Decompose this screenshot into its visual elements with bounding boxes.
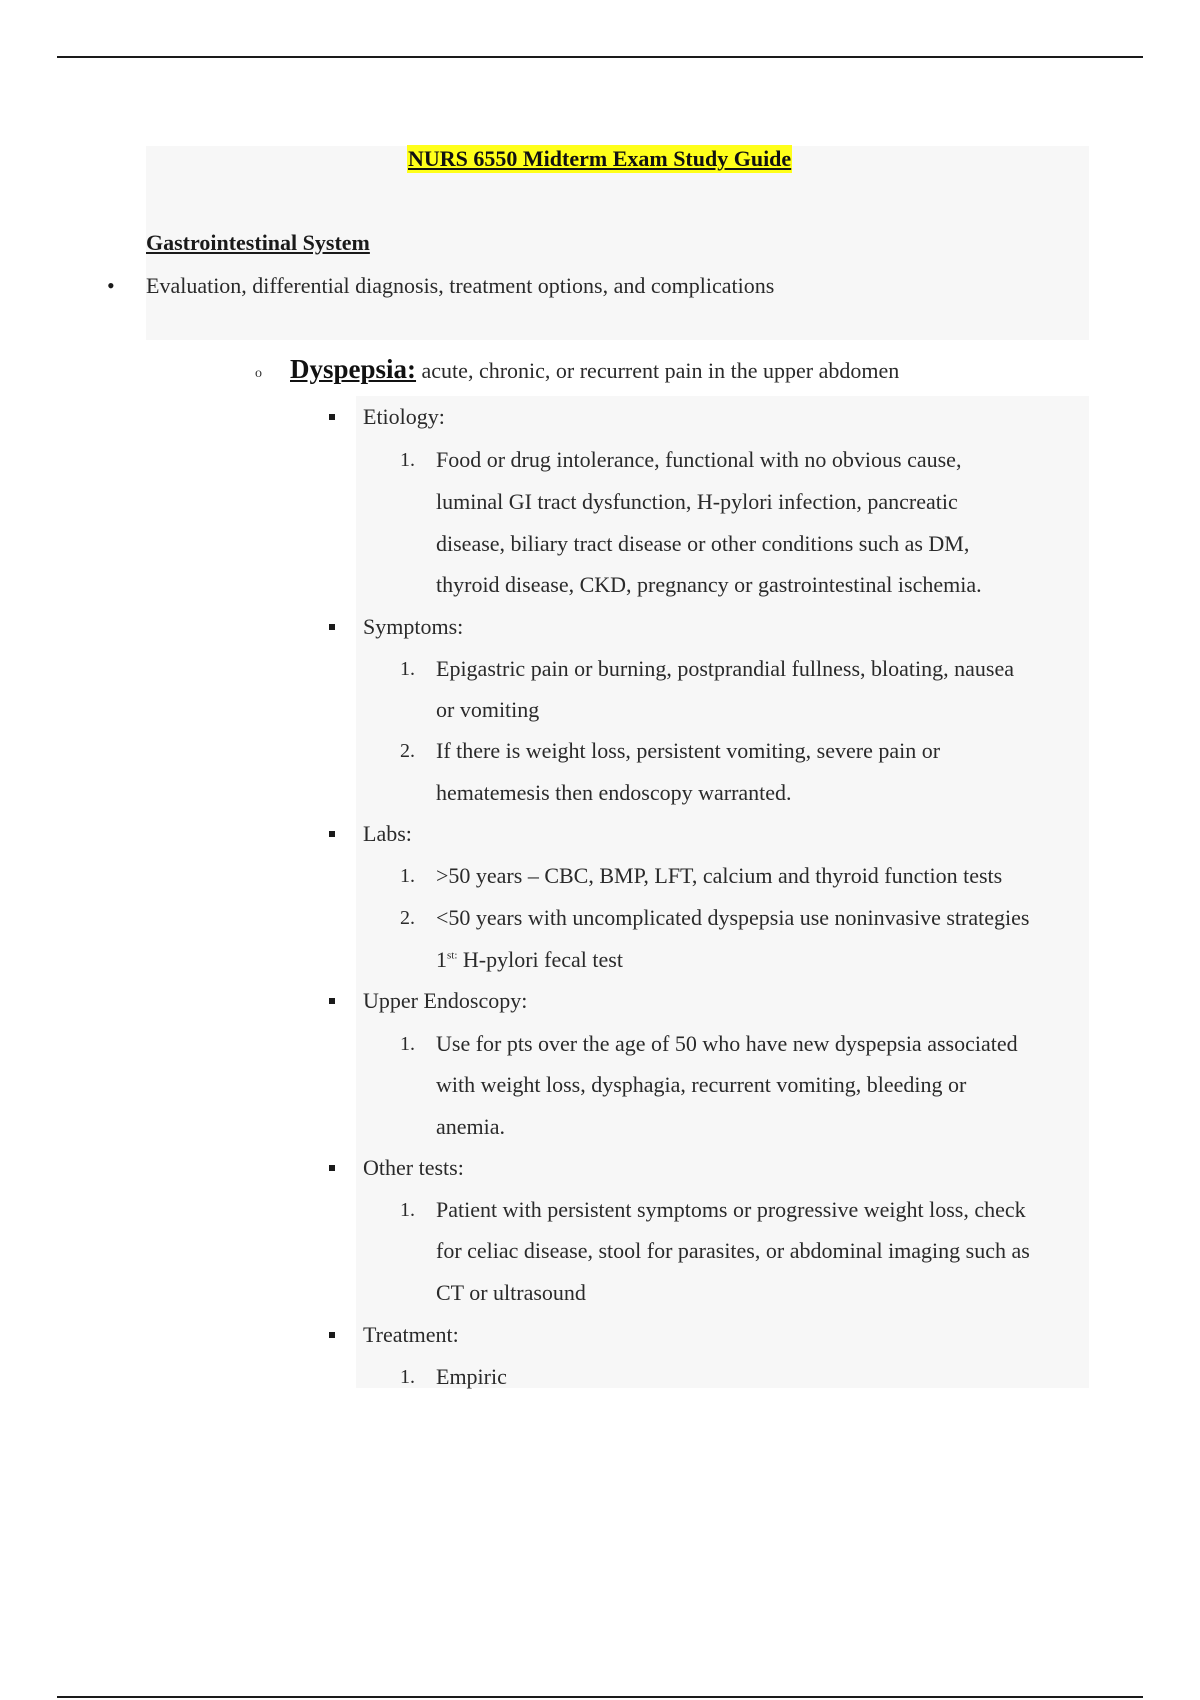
symptoms-line: Epigastric pain or burning, postprandial fullness, bloating, nausea [436, 656, 1014, 681]
labs-line-rest: H-pylori fecal test [457, 947, 623, 972]
topic-term: Dyspepsia: [290, 354, 417, 384]
ordinal-suffix: st: [447, 949, 458, 962]
square-bullet-icon [329, 998, 335, 1004]
symptoms-line: hematemesis then endoscopy warranted. [436, 780, 792, 805]
upper-endoscopy-line: with weight loss, dysphagia, recurrent vomiting, bleeding or [436, 1072, 967, 1097]
bullet-icon: • [107, 273, 115, 298]
square-bullet-icon [329, 624, 335, 630]
labs-line: >50 years – CBC, BMP, LFT, calcium and thyroid function tests [436, 863, 1003, 888]
list-number: 1. [400, 658, 415, 680]
other-tests-line: CT or ultrasound [436, 1280, 586, 1305]
symptoms-line: or vomiting [436, 697, 540, 722]
upper-endoscopy-line: anemia. [436, 1114, 506, 1139]
list-number: 2. [400, 740, 415, 762]
labs-line: <50 years with uncomplicated dyspepsia use noninvasive strategies [436, 905, 1030, 930]
etiology-line: luminal GI tract dysfunction, H-pylori infection, pancreatic [436, 489, 958, 514]
topic-line [290, 355, 899, 385]
symptoms-line: If there is weight loss, persistent vomiting, severe pain or [436, 738, 941, 763]
upper-endoscopy-line: Use for pts over the age of 50 who have new dyspepsia associated [436, 1031, 1018, 1056]
top-rule [57, 56, 1143, 58]
section-heading: Gastrointestinal System [146, 230, 370, 255]
square-bullet-icon [329, 1332, 335, 1338]
treatment-line: Empiric [436, 1364, 507, 1389]
ordinal-number: 1 [436, 947, 447, 972]
etiology-line: Food or drug intolerance, functional with no obvious cause, [436, 447, 962, 472]
square-bullet-icon [329, 1165, 335, 1171]
square-bullet-icon [329, 831, 335, 837]
list-number: 1. [400, 865, 415, 887]
list-number: 1. [400, 449, 415, 471]
list-number: 1. [400, 1199, 415, 1221]
bottom-rule [57, 1696, 1143, 1698]
page-title: NURS 6550 Midterm Exam Study Guide [408, 146, 792, 171]
upper-endoscopy-label: Upper Endoscopy: [363, 988, 528, 1013]
list-number: 1. [400, 1366, 415, 1388]
treatment-label: Treatment: [363, 1322, 459, 1347]
etiology-line: thyroid disease, CKD, pregnancy or gastrointestinal ischemia. [436, 572, 982, 597]
topic-description: acute, chronic, or recurrent pain in the upper abdomen [416, 358, 900, 383]
other-tests-line: Patient with persistent symptoms or progressive weight loss, check [436, 1197, 1026, 1222]
etiology-label: Etiology: [363, 404, 445, 429]
other-tests-line: for celiac disease, stool for parasites, or abdominal imaging such as [436, 1238, 1030, 1263]
labs-label: Labs: [363, 821, 412, 846]
square-bullet-icon [329, 414, 335, 420]
list-number: 2. [400, 907, 415, 929]
circle-bullet-icon: o [255, 366, 262, 381]
symptoms-label: Symptoms: [363, 614, 464, 639]
labs-line [436, 946, 623, 974]
list-number: 1. [400, 1033, 415, 1055]
section-bullet-text: Evaluation, differential diagnosis, treatment options, and complications [146, 273, 775, 298]
other-tests-label: Other tests: [363, 1155, 464, 1180]
etiology-line: disease, biliary tract disease or other conditions such as DM, [436, 531, 970, 556]
